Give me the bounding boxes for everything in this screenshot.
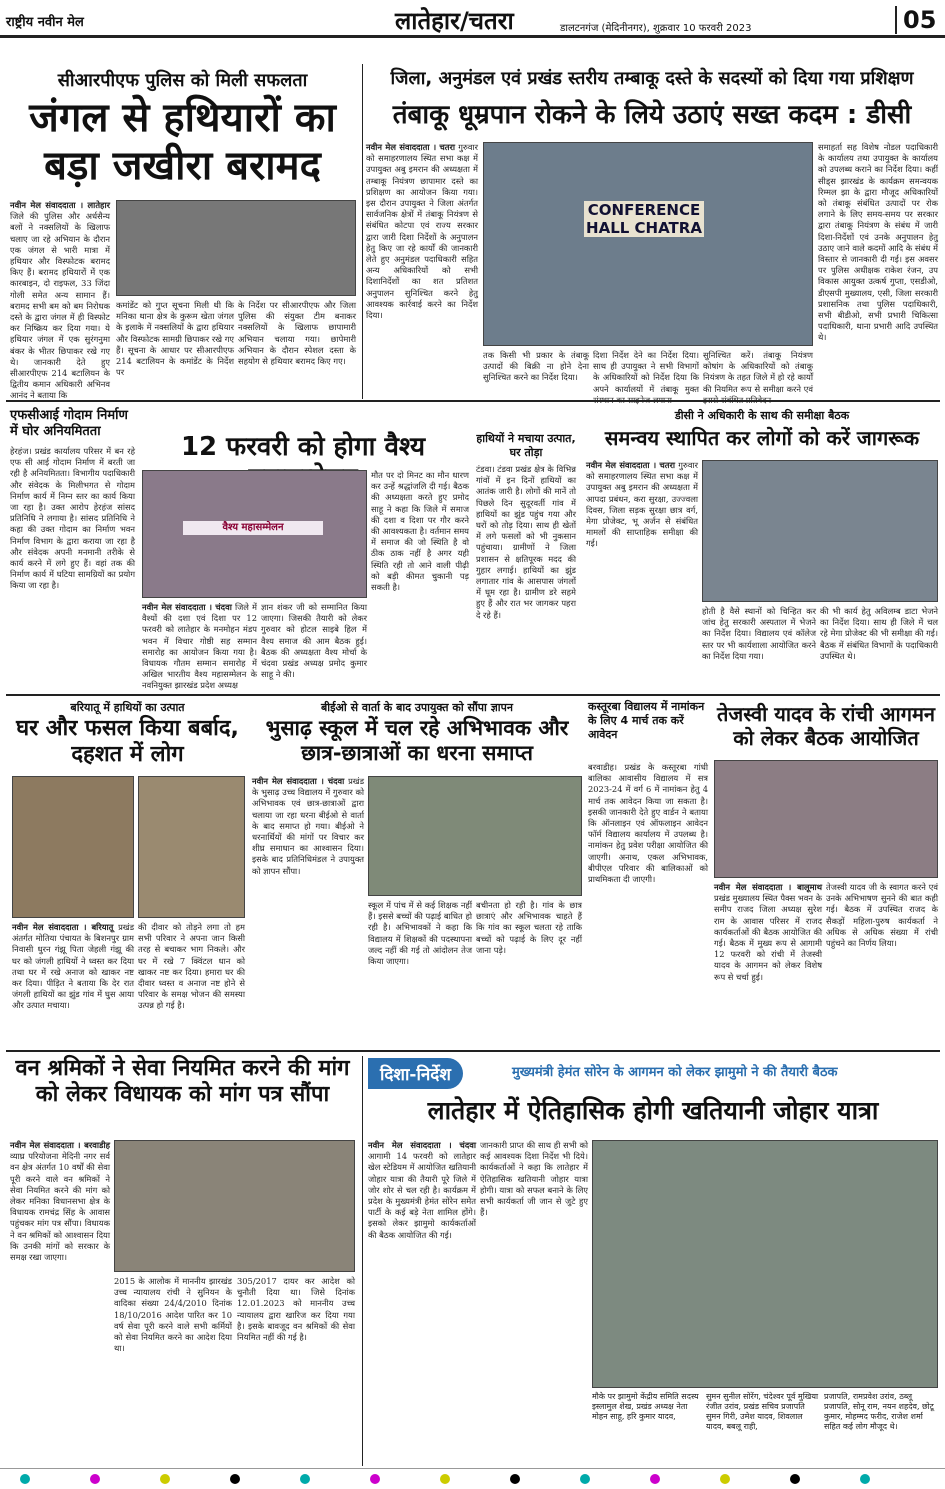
s7-col2: की दीवार को तोड़ने लगा तो हम सभी परिवार ने अपना जान किसी तरह से बचाकर भाग निकले। और घर में रखे 7 क्विंटल धान को खाकर नष्ट कर दिया। हमारा घर की दीवार ध्वस्त व अनाज नष्ट होने से परिवार के समक्ष भोजन की समस्या उत्पन्न हो गई है। <box>138 922 245 1011</box>
s12-body <box>368 1140 476 1462</box>
s9-body: बरवाडीह। प्रखंड के कस्तूरबा गांधी बालिका आवासीय विद्यालय में सत्र 2023-24 में वर्ग 6 में नामांकन हेतु 4 मार्च तक आवेदन किया जा सकता है। इसकी जानकारी देते हुए वार्डन ने बताया कि ऑनलाइन एवं ऑफलाइन आवेदन फॉर्म विद्यालय कार्यालय में उपलब्ध है। नामांकन हेतु प्रवेश परीक्षा आयोजित की जाएगी। अनाथ, एकल अभिभावक, बीपीएल परिवार की बालिकाओं को प्राथमिकता दी जाएगी। <box>588 762 708 885</box>
s1-photo-weapons <box>116 200 356 296</box>
s8-body <box>252 776 364 1042</box>
s1-body-text: जिले की पुलिस और अर्धसैन्य बलों ने नक्सलियों के खिलाफ चलाए जा रहे अभियान के दौरान एक जंगल से भारी मात्रा में हथियार और विस्फोटक बरामद किए हैं। बरामद हथियारों में एक कारबाइन, दो राइफल, 33 जिंदा गोली समेत अन्य सामान हैं। बरामद सभी बम को बम निरोधक दस्ते के द्वारा जंगल में ही विस्फोट कर निष्क्रिय कर दिया गया। ये हथियार जंगल में एक सुरंगनुमा बंकर के भीतर छिपाकर रखे गए थे। जानकारी देते हुए सीआरपीएफ 214 बटालियन के द्वितीय कमान अधिकारी अभिनव आनंद ने बताया कि <box>10 211 110 401</box>
s4-headline: 12 फरवरी को होगा वैश्य <box>180 432 426 462</box>
s10-body-text: प्रखंड मुख्यालय स्थित पैक्स भवन के समीप राजद जिला अध्यक्ष सुरेश राम के आवास परिसर में राजद कार्यकर्ताओं की बैठक आयोजित की गई। बैठक में मुख्य रूप से आगामी 12 फरवरी को रांची में तेजस्वी यादव के आगमन को लेकर विशेष रूप से चर्चा हुई। <box>714 893 822 982</box>
registration-mark <box>580 1474 590 1484</box>
s12-caption-2: सुमन सुनील सोरेंग, चंदेश्वर पूर्व मुखिया रंजीत उरांव, प्रखंड सचिव प्रजापति सुमन गिरी, उमेश यादव, शिवलाल यादव, बबलू राही, <box>706 1392 819 1431</box>
dateline: डालटनगंज (मेदिनीनगर), शुक्रवार 10 फरवरी 2023 <box>560 23 752 34</box>
s2-dateline: नवीन मेल संवाददाता । चतरा <box>366 142 456 152</box>
s1-body <box>10 200 110 401</box>
s8-col3: बचीनता हो रही है। गांव के छात्र छात्राएं और अभिभावक चाहते हैं कि गांव का स्कूल चलता रहे ताकि बच्चों को पढ़ाई के लिए दूर नहीं जाना पड़े। <box>476 900 582 955</box>
s7-body <box>12 922 134 1042</box>
registration-mark <box>790 1474 800 1484</box>
section-title: लातेहार/चतरा <box>395 7 514 35</box>
s7-photo-house <box>12 776 134 918</box>
registration-mark <box>160 1474 170 1484</box>
s2-body-text: गुरुवार को समाहरणालय स्थित सभा कक्ष में उपायुक्त अबु इमरान की अध्यक्षता में तम्बाकू नियंत्रण छापामार दस्ते का प्रशिक्षण का आयोजन किया गया। इस दौरान उपायुक्त ने जिला अंतर्गत सार्वजनिक क्षेत्रों में तंबाकू नियंत्रण से संबंधित कोटपा एवं राज्य सरकार द्वारा जारी दिशा निर्देशों के अनुपालन हेतु किए जा रहे कार्यों की जानकारी लेते हुए अनुमंडल पदाधिकारी सहित अन्य अधिकारियों को सभी दिशानिर्देशों का शत प्रतिशत अनुपालन सुनिश्चित करने हेतु आवश्यक कार्रवाई करने का निर्देश दिया। <box>366 142 478 321</box>
s5-headline: हाथियों ने मचाया उत्पात, घर तोड़ा <box>476 432 576 459</box>
s11-body <box>10 1140 110 1462</box>
s2-col2: तक किसी भी प्रकार के तंबाकू उत्पादों की बिक्री ना होने देना सुनिश्चित करने का निर्देश दिया। <box>483 350 589 383</box>
registration-mark <box>510 1474 520 1484</box>
row-rule <box>6 400 940 402</box>
s7-kicker: बरियातू में हाथियों का उत्पात <box>70 701 185 714</box>
s10-dateline: नवीन मेल संवाददाता । बालूमाथ <box>714 882 822 892</box>
s12-caption-3: प्रजापति, रामप्रवेश उरांव, ठब्लू प्रजापति, सोनू राम, नयन शहदेव, छोटू कुमार, मोहम्मद फरीद, राजेश शर्मा सहित कई लोग मौजूद थे। <box>824 1392 934 1431</box>
s7-headline: घर और फसल किया बर्बाद, दहशत में लोग <box>16 716 239 768</box>
s4-banner: वैश्य महासम्मेलन <box>183 521 323 535</box>
s6-body <box>586 460 698 686</box>
s11-col3: 305/2017 दायर कर आदेश को चुनौती दिया था। जिसे दिनांक 12.01.2023 को माननीय उच्च न्यायालय द्वारा खारिज कर दिया गया है। इसके बावजूद वन श्रमिकों की सेवा नियमित नहीं की गई है। <box>237 1276 355 1343</box>
s3-headline: एफसीआई गोदाम निर्माण में घोर अनियमितता <box>10 408 128 439</box>
row-rule <box>6 694 940 696</box>
registration-mark <box>20 1474 30 1484</box>
s11-photo-workers <box>114 1140 355 1272</box>
s6-body-text: गुरुवार को समाहरणालय स्थित सभा कक्ष में उपायुक्त अबु इमरान की अध्यक्षता में आपदा प्रबंधन, करा सुरक्षा, उज्ज्वला दिवस, जिला सड़क सुरक्षा छात्र वर्ग, मेगा प्रोजेक्ट, भू अर्जन से संबंधित मामलों की साप्ताहिक समीक्षा की गई। <box>586 460 698 549</box>
s2-col3: दिशा निर्देश देने का निर्देश दिया। साथ ही उपायुक्त ने सभी विभागों के अधिकारियों को निर्देश दिया कि अपने कार्यालयों में तंबाकू मुक्त <box>593 350 699 394</box>
s12-caption-1: मौके पर झामुमो केंद्रीय समिति सदस्य इस्लामुल शेख, प्रखंड अध्यक्ष नेता मोहन साहू, हरि कुमार यादव, <box>592 1392 699 1421</box>
s1-col3: के निर्देश पर सीआरपीएफ और जिला पुलिस की संयुक्त टीम बनाकर नक्सलियों के खिलाफ छापामारी अभियान चलाया गया। छापेमारी अभियान के दौरान स्पेशल दस्ता के सहयोग से हथियार बरामद किए गए। <box>238 300 356 367</box>
s11-headline: वन श्रमिकों ने सेवा नियमित करने की मांग को लेकर विधायक को मांग पत्र सौंपा <box>15 1056 350 1108</box>
s8-photo-protest <box>368 776 582 896</box>
s2-kicker: जिला, अनुमंडल एवं प्रखंड स्तरीय तम्बाकू दस्ते के सदस्यों को दिया गया प्रशिक्षण <box>390 68 914 89</box>
s4-col3: मौत पर दो मिनट का मौन धारण कर उन्हें श्रद्धांजलि दी गई। बैठक की अध्यक्षता करते हुए प्रमोद साहू ने कहा कि जिले में समाज की दशा व दिशा पर गौर करने की आवश्यकता है। वर्तमान समय में समाज की जो स्थिति है वो ठीक ठाक नहीं है अगर यही स्थिति रही तो आने वाली पीढ़ी को बड़ी कीमत चुकानी पड़ सकती है। <box>371 470 469 593</box>
s11-body-text: व्याघ्र परियोजना मेदिनी नगर सर्व वन क्षेत्र अंतर्गत 10 वर्षों की सेवा पूरी करने वाले वन श्रमिकों ने सेवा नियमित करने की मांग को लेकर मनिका विधानसभा क्षेत्र के विधायक रामचंद्र सिंह के आवास पहुंचकर मांग पत्र सौंपा। विधायक ने वन श्रमिकों को आश्वासन दिया कि उनकी मांगों को सरकार के समक्ष रखा जाएगा। <box>10 1151 110 1263</box>
masthead <box>0 0 945 38</box>
paper-logo: राष्ट्रीय नवीन मेल <box>6 15 84 30</box>
s1-dateline: नवीन मेल संवाददाता । लातेहार <box>10 200 110 210</box>
s5-body: टंडवा। टंडवा प्रखंड क्षेत्र के विभिन्न गांवों में इन दिनों हाथियों का आतंक जारी है। लोगों की मानें तो पिछले दिन सुदूरवर्ती गांव में हाथियों का झुंड पहुंच गया और घरों को तोड़ दिया। साथ ही खेतों में लगे फसलों को भी नुकसान पहुंचाया। ग्रामीणों ने जिला प्रशासन से क्षतिपूरक मदद की गुहार लगाई। हाथियों का झुंड लगातार गांव के आसपास जंगलों में घूम रहा है। ग्रामीण डरे सहमे हुए हैं और रात भर जागकर पहरा दे रहे हैं। <box>476 464 576 620</box>
s4-body-text: जिले में वैश्यों की दशा एवं दिशा पर 12 फरवरी को लातेहार के मनमोहन मंडप भवन में विचार गोष्ठी सह सम्मान समारोह का आयोजन किया गया है। विधायक गौतम सम्मान समारोह में अखिल भारतीय वैश्य महासम्मेलन के नवनियुक्त झारखंड प्रदेश अध्यक्ष <box>142 602 258 691</box>
registration-mark <box>650 1474 660 1484</box>
s10-headline: तेजस्वी यादव के रांची आगमन को लेकर बैठक आयोजित <box>716 702 936 750</box>
s7-body-text: प्रखंड अंतर्गत मोतिया पंचायत के बिशनपुर ग्राम निवासी धुरन गंझू पिता जेहली गंझू की घर को जंगली हाथियों ने ध्वस्त कर दिया तथा घर में रखे अनाज को खाकर नष्ट कर दिया। पीड़ित ने बताया कि देर रात जंगली हाथियों का झुंड गांव में घुस आया और उत्पात मचाया। <box>12 922 135 1011</box>
s8-headline: भुसाढ़ स्कूल में चल रहे अभिभावक और छात्र-छात्राओं का धरना समाप्त <box>265 716 569 766</box>
s2-photo-sign: CONFERENCE HALL CHATRA <box>584 201 704 237</box>
s6-col2: होती है वैसे स्थानों को चिन्हित कर जांच हेतु सरकारी अस्पताल में भेजने का निर्देश दिया। विद्यालय एवं कॉलेज स्तर पर भी कार्यशाला आयोजित करने का निर्देश दिया गया। <box>702 606 816 661</box>
s6-dateline: नवीन मेल संवाददाता । चतरा <box>586 460 676 470</box>
registration-mark <box>440 1474 450 1484</box>
s2-col5: समाहर्ता सह विशेष नोडल पदाधिकारी के कार्यालय तथा उपायुक्त के कार्यालय को उपलब्ध कराने का निर्देश दिया। कहीं सीड्स झारखंड के कार्यक्रम समन्वयक रिम्मल झा के द्वारा मौजूद अधिकारियों को तंबाकू संबंधित उत्पादों पर रोक लगाने के लिए समय-समय पर सरकार द्वारा तंबाकू नियंत्रण के संबंध में जारी दिशा-निर्देशों एवं उनके अनुपालन हेतु उठाए जाने वाले कदमों आदि के संबंध में विस्तार से जानकारी दी गई। इस अवसर पर पुलिस अधीक्षक राकेश रंजन, उप विकास आयुक्त उत्कर्ष गुप्ता, एसडीओ, डीएसपी मुख्यालय, एसी, जिला सरकारी प्रशासनिक तथा पुलिस पदाधिकारी, सभी बीडीओ, सभी प्रभारी चिकित्सा पदाधिकारी, थाना प्रभारी आदि उपस्थित थे। <box>818 142 938 343</box>
s10-col2: तेजस्वी यादव जी के स्वागत करने एवं उनके अभिभाषण सुनने की बात कही गई। बैठक में उपस्थित राजद के सैकड़ों महिला-पुरुष कार्यकर्ता ने अधिक से अधिक संख्या में रांची पहुंचने का निर्णय लिया। <box>826 882 938 949</box>
s10-body <box>714 882 822 1042</box>
s12-body-text: आगामी 14 फरवरी को लातेहार खेल स्टेडियम में आयोजित खतियानी जोहार यात्रा की तैयारी पूरे जिले में जोर शोर से चल रही है। कार्यक्रम में प्रदेश के मुख्यमंत्री हेमंत सोरेन समेत पार्टी के कई बड़े नेता शामिल होंगे। इसको लेकर झामुमो कार्यकर्ताओं की बैठक आयोजित की गई। <box>368 1151 476 1240</box>
registration-marks <box>0 1468 945 1489</box>
registration-mark <box>860 1474 870 1484</box>
s10-photo-meeting <box>714 760 938 878</box>
registration-mark <box>90 1474 100 1484</box>
s4-body <box>142 602 258 691</box>
s8-dateline: नवीन मेल संवाददाता । चंदवा <box>252 776 345 786</box>
divider <box>362 64 363 399</box>
s6-kicker: डीसी ने अधिकारी के साथ की समीक्षा बैठक <box>674 409 850 422</box>
s11-col2: 2015 के आलोक में माननीय झारखंड उच्च न्यायालय रांची ने सुनियन के वादिका संख्या 24/4/2010 दिनांक 18/10/2016 आदेश पारित कर 10 वर्ष सेवा पूरी करने वाले सभी कर्मियों को सेवा नियमित करने का आदेश दिया था। <box>114 1276 232 1354</box>
s6-col3: की भी कार्य हेतु अविलम्ब डाटा भेजने का निर्देश दिया। साथ ही जिले में चल रहे मेगा प्रोजेक्ट की भी समीक्षा की गई। बैठक में संबंधित विभागों के पदाधिकारी उपस्थित थे। <box>820 606 938 661</box>
registration-mark <box>300 1474 310 1484</box>
row-rule <box>6 1050 940 1052</box>
s1-col2: कमांडेंट को गुप्त सूचना मिली थी कि मनिका थाना क्षेत्र के कुरूम खेता जंगल के इलाके में नक्सलियों के द्वारा हथियार और विस्फोटक सामग्री छिपाकर रखे गए हैं। सूचना के आधार पर सीआरपीएफ 214 बटालियन के कमांडेंट के निर्देश पर <box>116 300 234 378</box>
s4-dateline: नवीन मेल संवाददाता । चंदवा <box>142 602 232 612</box>
s4-col2: ज्ञान शंकर जी को सम्मानित किया जाएगा। जिसकी तैयारी को लेकर गुरुवार को होटल साइबे हिल में वैश्य समाज की आम बैठक हुई। बैठक की अध्यक्षता वैश्य मोर्चा के चंदवा प्रखंड अध्यक्ष प्रमोद कुमार साहू ने की। <box>261 602 367 680</box>
s12-kicker: मुख्यमंत्री हेमंत सोरेन के आगमन को लेकर झामुमो ने की तैयारी बैठक <box>512 1065 838 1080</box>
s8-kicker: बीईओ से वार्ता के बाद उपायुक्त को सौंपा ज्ञापन <box>321 701 513 714</box>
s6-headline: समन्वय स्थापित कर लोगों को करें जागरूक <box>604 426 920 450</box>
s7-dateline: नवीन मेल संवाददाता । बरियातू <box>12 922 114 932</box>
s2-headline: तंबाकू धूम्रपान रोकने के लिये उठाएं सख्त कदम : डीसी <box>392 100 912 130</box>
page-number: 05 <box>895 6 936 34</box>
s11-dateline: नवीन मेल संवाददाता । बरवाडीह <box>10 1140 110 1150</box>
s8-body-text: प्रखंड के भुसाढ़ उच्च विद्यालय में गुरुवार को अभिभावक एवं छात्र-छात्राओं द्वारा चलाया जा रहा धरना बीईओ से वार्ता के बाद समाप्त हो गया। बीईओ ने धरनार्थियों की मांगों पर विचार कर शीघ्र समाधान का आश्वासन दिया। इसके बाद प्रतिनिधिमंडल ने उपायुक्त को ज्ञापन सौंपा। <box>252 776 365 876</box>
s4-photo-meeting <box>142 470 367 598</box>
s2-col4: सुनिश्चित करें। तंबाकू नियंत्रण कोषांग के अधिकारियों को तंबाकू नियंत्रण के तहत जिले में हो रहे कार्यों की नियमित रूप से समीक्षा करने एवं <box>703 350 813 394</box>
s12-photo-gathering <box>592 1140 938 1388</box>
s3-body: हेरहंज। प्रखंड कार्यालय परिसर में बन रहे एफ सी आई गोदाम निर्माण में बरती जा रही है अनियमितता। विभागीय पदाधिकारी और संवेदक के मिलीभगत से गोदाम निर्माण कार्य में निम्न स्तर का कार्य किया जा रहा है। उक्त आरोप हेरहंज सांसद प्रतिनिधि ने लगाया है। सांसद प्रतिनिधि ने कहा की उक्त गोदाम का निर्माण भवन निर्माण विभाग के द्वारा कराया जा रहा है और संवेदक अपनी मनमानी तरीके से कार्य करने में लगे हुए हैं। वहां तक की निर्माण कार्य में घटिया सामग्रियों का प्रयोग किया जा रहा है। <box>10 446 135 591</box>
s12-headline: लातेहार में ऐतिहासिक होगी खतियानी जोहार यात्रा <box>427 1096 879 1125</box>
s9-headline: कस्तूरबा विद्यालय में नामांकन के लिए 4 मार्च तक करें आवेदन <box>588 700 705 741</box>
s7-photo-wall <box>138 776 245 918</box>
registration-mark <box>370 1474 380 1484</box>
registration-mark <box>230 1474 240 1484</box>
s2-photo-conference <box>483 142 813 346</box>
s1-kicker: सीआरपीएफ पुलिस को मिली सफलता <box>57 70 308 91</box>
s1-headline: जंगल से हथियारों का बड़ा जखीरा बरामद <box>29 95 336 189</box>
s6-photo-review <box>702 460 938 602</box>
s8-col2: स्कूल में पांच में से कई शिक्षक नहीं हैं। इससे बच्चों की पढ़ाई बाधित हो रही है। अभिभावकों ने कहा कि विद्यालय में शिक्षकों की पदस्थापना जल्द नहीं की गई तो आंदोलन तेज किया जाएगा। <box>368 900 472 967</box>
s2-body <box>366 142 478 392</box>
divider <box>362 1056 363 1466</box>
s12-tag: दिशा-निर्देश <box>368 1058 463 1089</box>
registration-mark <box>720 1474 730 1484</box>
s12-col2: जानकारी प्राप्त की साथ ही सभी को कई आवश्यक दिशा निर्देश भी दिये। कार्यकर्ताओं ने कहा कि लातेहार में ऐतिहासिक खतियानी जोहार यात्रा होगी। यात्रा को सफल बनाने के लिए सभी कार्यकर्ता जी जान से जुटे हुए हैं। <box>480 1140 588 1218</box>
s12-dateline: नवीन मेल संवाददाता । चंदवा <box>368 1140 476 1150</box>
